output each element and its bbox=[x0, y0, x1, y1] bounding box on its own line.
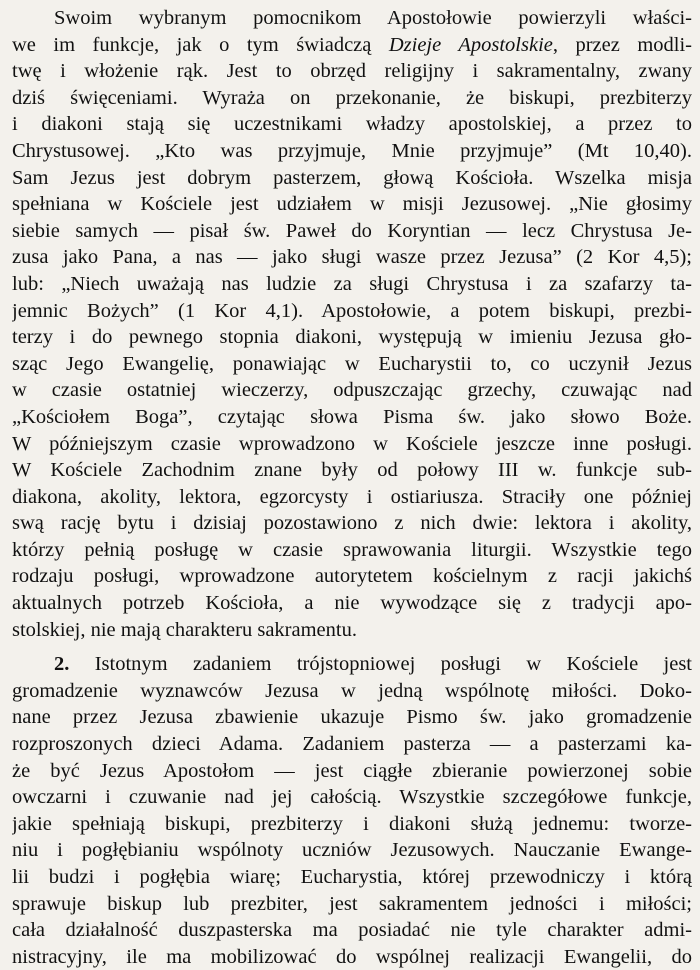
paragraph2-line-9 bbox=[12, 864, 692, 891]
paragraph1-line-6 bbox=[12, 138, 692, 165]
paragraph1-line-10 bbox=[12, 244, 692, 271]
paragraph1-line-9 bbox=[12, 218, 692, 245]
paragraph2-line-5 bbox=[12, 758, 692, 785]
text-segment: W Kościele Zachodnim znane były od połowy III w. funkcje sub- bbox=[12, 459, 692, 482]
paragraph1-line-23 bbox=[12, 590, 692, 617]
paragraph1-line-24 bbox=[12, 617, 692, 644]
text-segment: diakona, akolity, lektora, egzorcysty i ostiariusza. Straciły one później bbox=[12, 485, 692, 508]
paragraph1-line-8 bbox=[12, 191, 692, 218]
paragraph1-line-21 bbox=[12, 537, 692, 564]
text-segment: którzy pełnią posługę w czasie sprawowania liturgii. Wszystkie tego bbox=[12, 538, 692, 561]
text-segment: że być Jezus Apostołom — jest ciągłe zbieranie powierzonej sobie bbox=[12, 759, 692, 782]
text-segment: nistracyjny, ile ma mobilizować do wspólnej realizacji Ewangelii, do bbox=[12, 945, 692, 968]
paragraph1-line-5 bbox=[12, 111, 692, 138]
text-segment: terzy i do pewnego stopnia diakoni, występują w imieniu Jezusa gło- bbox=[12, 326, 692, 349]
text-segment: zusa jako Pana, a nas — jako sługi wasze przez Jezusa” (2 Kor 4,5); bbox=[12, 246, 692, 269]
paragraph-1 bbox=[12, 5, 692, 643]
paragraph-gap bbox=[12, 643, 692, 651]
text-segment: Chrystusowej. „Kto was przyjmuje, Mnie przyjmuje” (Mt 10,40). bbox=[12, 139, 692, 162]
paragraph2-line-12 bbox=[12, 944, 692, 970]
paragraph-2 bbox=[12, 651, 692, 970]
paragraph2-line-3 bbox=[12, 704, 692, 731]
text-segment: siebie samych — pisał św. Paweł do Koryntian — lecz Chrystusa Je- bbox=[12, 219, 692, 242]
text-segment: sprawuje biskup lub prezbiter, jest sakramentem jedności i miłości; bbox=[12, 892, 692, 915]
paragraph1-line-2 bbox=[12, 32, 692, 59]
text-segment: W późniejszym czasie wprowadzono w Kościele jeszcze inne posługi. bbox=[12, 432, 692, 455]
paragraph2-line-6 bbox=[12, 784, 692, 811]
text-segment: Swoim wybranym pomocnikom Apostołowie powierzyli właści- bbox=[54, 7, 692, 29]
paragraph1-line-15 bbox=[12, 377, 692, 404]
text-segment: rodzaju posługi, wprowadzone autorytetem kościelnym z racji jakichś bbox=[12, 565, 692, 588]
paragraph1-line-3 bbox=[12, 58, 692, 85]
text-segment: rozproszonych dzieci Adama. Zadaniem pasterza — a pasterzami ka- bbox=[12, 733, 692, 756]
text-segment: w czasie ostatniej wieczerzy, odpuszczając grzechy, czuwając nad bbox=[12, 379, 692, 402]
text-segment: aktualnych potrzeb Kościoła, a nie wywodzące się z tradycji apo- bbox=[12, 592, 692, 615]
text-segment: „Kościołem Boga”, czytając słowa Pisma św. jako słowo Boże. bbox=[12, 405, 692, 428]
paragraph1-line-19 bbox=[12, 484, 692, 511]
text-segment: jakie spełniają biskupi, prezbiterzy i diakoni służą jednemu: tworze- bbox=[12, 812, 692, 835]
paragraph1-line-7 bbox=[12, 165, 692, 192]
paragraph1-line-4 bbox=[12, 85, 692, 112]
text-segment: gromadzenie wyznawców Jezusa w jedną wspólnotę miłości. Doko- bbox=[12, 679, 692, 702]
paragraph2-line-11 bbox=[12, 917, 692, 944]
text-segment: nane przez Jezusa zbawienie ukazuje Pismo św. jako gromadzenie bbox=[12, 706, 692, 729]
text-segment: lub: „Niech uważają nas ludzie za sługi Chrystusa i za szafarzy ta- bbox=[12, 272, 692, 295]
text-segment: swą rację bytu i dzisiaj pozostawiono z nich dwie: lektora i akolity, bbox=[12, 512, 692, 535]
text-segment: stolskiej, nie mają charakteru sakramentu. bbox=[12, 618, 357, 641]
text-segment: niu i pogłębianiu wspólnoty uczniów Jezusowych. Nauczanie Ewange- bbox=[12, 839, 692, 862]
paragraph1-line-12 bbox=[12, 298, 692, 325]
paragraph2-line-2 bbox=[12, 678, 692, 705]
text-segment: sząc Jego Ewangelię, ponawiając w Eucharystii to, co uczynił Jezus bbox=[12, 352, 692, 375]
book-title: Dzieje Apostolskie bbox=[388, 33, 553, 56]
paragraph2-line-4 bbox=[12, 731, 692, 758]
paragraph1-line-14 bbox=[12, 351, 692, 378]
paragraph1-line-16 bbox=[12, 404, 692, 431]
text-segment: twę i włożenie rąk. Jest to obrzęd religijny i sakramentalny, zwany bbox=[12, 60, 692, 83]
paragraph1-line-18 bbox=[12, 457, 692, 484]
paragraph2-line-7 bbox=[12, 811, 692, 838]
paragraph-number: 2. bbox=[54, 653, 70, 676]
text-segment: cała działalność duszpasterska ma posiadać nie tyle charakter admi- bbox=[12, 919, 692, 942]
text-segment: dziś święceniami. Wyraża on przekonanie, że biskupi, prezbiterzy bbox=[12, 86, 692, 109]
paragraph1-line-20 bbox=[12, 510, 692, 537]
paragraph2-line-8 bbox=[12, 837, 692, 864]
text-segment: we im funkcje, jak o tym świadczą bbox=[12, 33, 389, 56]
paragraph1-line-11 bbox=[12, 271, 692, 298]
paragraph1-line-13 bbox=[12, 324, 692, 351]
paragraph1-line-22 bbox=[12, 563, 692, 590]
paragraph1-line-1 bbox=[12, 5, 692, 32]
text-segment: Istotnym zadaniem trójstopniowej posługi w Kościele jest bbox=[69, 653, 692, 676]
text-segment: owczarni i czuwanie nad jej całością. Wszystkie szczegółowe funkcje, bbox=[12, 786, 692, 809]
text-segment: i diakoni stają się uczestnikami władzy apostolskiej, a przez to bbox=[12, 113, 692, 136]
paragraph2-line-1 bbox=[12, 651, 692, 678]
text-segment: lii budzi i pogłębia wiarę; Eucharystia, której przewodniczy i którą bbox=[12, 866, 692, 888]
text-segment: jemnic Bożych” (1 Kor 4,1). Apostołowie, a potem biskupi, prezbi- bbox=[12, 299, 692, 322]
text-segment: spełniana w Kościele jest udziałem w misji Jezusowej. „Nie głosimy bbox=[12, 193, 692, 216]
text-segment: , przez modli- bbox=[552, 33, 692, 56]
text-segment: Sam Jezus jest dobrym pasterzem, głową Kościoła. Wszelka misja bbox=[12, 166, 692, 189]
paragraph1-line-17 bbox=[12, 431, 692, 458]
